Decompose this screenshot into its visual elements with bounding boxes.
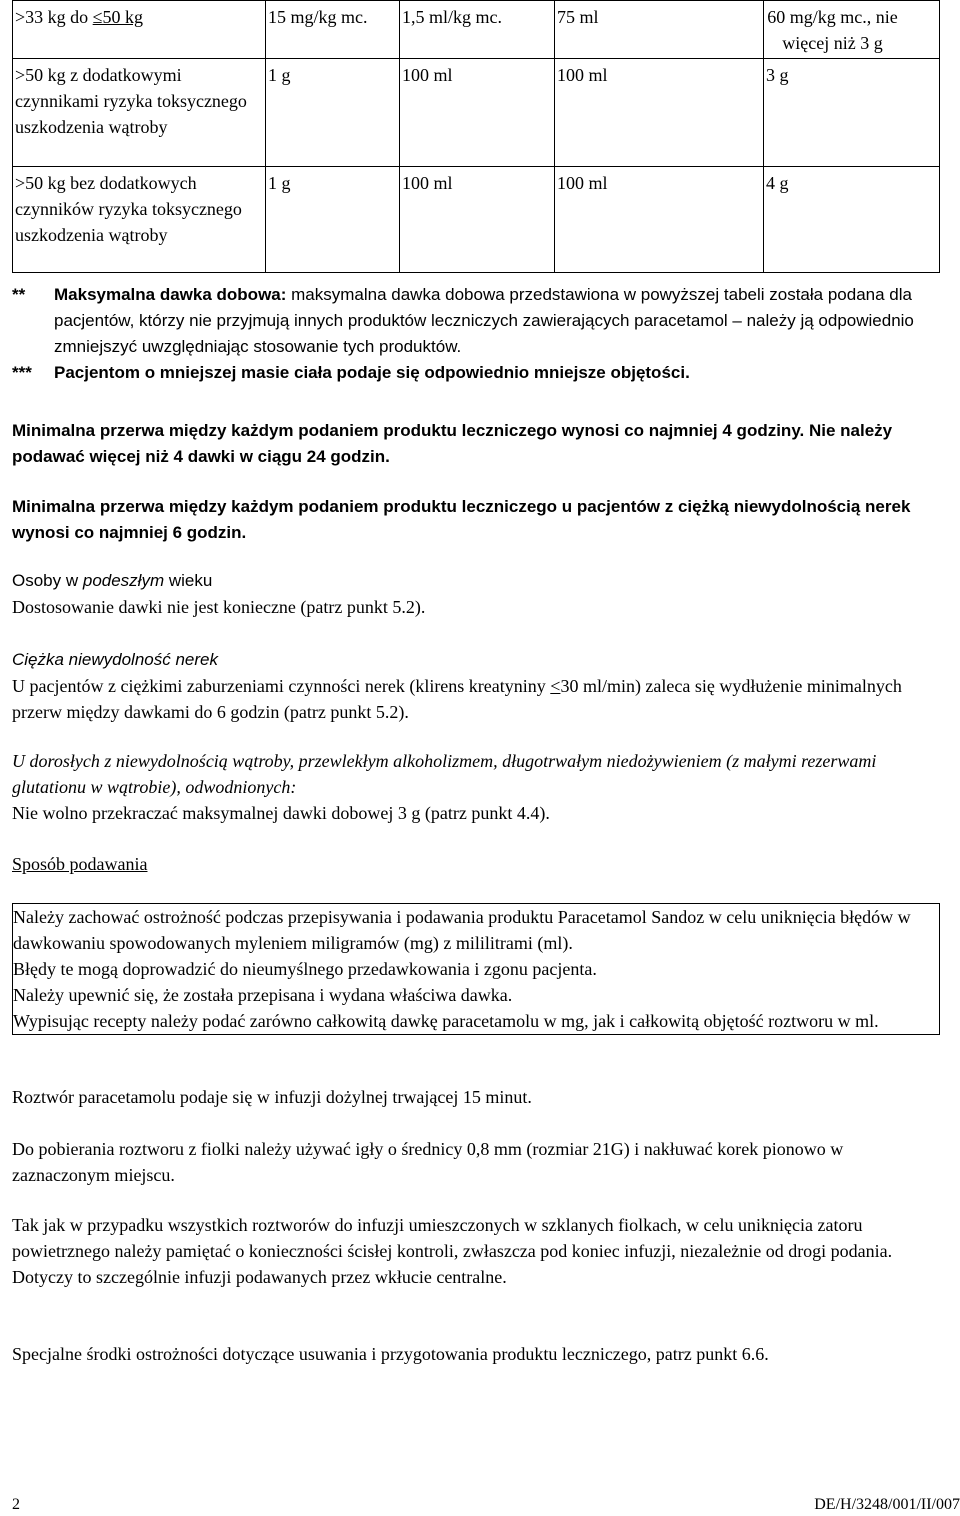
footnote-body: maksymalna dawka dobowa przedstawiona w powyższej tabeli została podana dla pacjentów, którzy nie przyjmują innych produktów leczniczych zawierających paracetamol – należy ją odpowiednio zmniejszyć uwzględniając stosowanie tych produktów. bbox=[54, 285, 914, 356]
dose-cell: 1 g bbox=[266, 59, 400, 167]
footnote-bold: Maksymalna dawka dobowa: bbox=[54, 285, 287, 304]
footnote-mark: *** bbox=[12, 363, 32, 382]
max-volume-cell: 75 ml bbox=[555, 1, 764, 59]
warning-line: Wypisując recepty należy podać zarówno całkowitą dawkę paracetamolu w mg, jak i całkowitą objętość roztworu w ml. bbox=[13, 1011, 879, 1031]
weight-cell: >50 kg z dodatkowymi czynnikami ryzyka toksycznego uszkodzenia wątroby bbox=[13, 59, 266, 167]
weight-cell: >50 kg bez dodatkowych czynników ryzyka toksycznego uszkodzenia wątroby bbox=[13, 167, 266, 273]
weight-text-underlined: ≤50 kg bbox=[92, 7, 144, 27]
max-daily-cell: 4 g bbox=[764, 167, 940, 273]
elderly-heading-a: Osoby w bbox=[12, 571, 83, 590]
max-daily-cell: 3 g bbox=[764, 59, 940, 167]
volume-cell: 1,5 ml/kg mc. bbox=[400, 1, 555, 59]
document-code: DE/H/3248/001/II/007 bbox=[814, 1496, 960, 1513]
table-row bbox=[13, 167, 940, 273]
dosage-table bbox=[12, 0, 940, 273]
paragraph-renal-interval: Minimalna przerwa między każdym podaniem produktu leczniczego u pacjentów z ciężką niewydolnością nerek wynosi co najmniej 6 godzin. bbox=[12, 497, 911, 542]
renal-text-a: U pacjentów z ciężkimi zaburzeniami czynności nerek (klirens kreatyniny bbox=[12, 676, 551, 696]
footnote-lower-mass bbox=[12, 360, 940, 386]
section-elderly bbox=[12, 568, 940, 620]
table-footnotes bbox=[12, 282, 940, 386]
volume-cell: 100 ml bbox=[400, 59, 555, 167]
elderly-heading-b: podeszłym bbox=[82, 571, 165, 590]
paragraph-needle: Do pobierania roztworu z fiolki należy używać igły o średnicy 0,8 mm (rozmiar 21G) i nakłuwać korek pionowo w zaznaczonym miejscu. bbox=[12, 1139, 844, 1185]
table-row bbox=[13, 1, 940, 59]
warning-box bbox=[12, 903, 940, 1035]
hepatic-text: Nie wolno przekraczać maksymalnej dawki dobowej 3 g (patrz punkt 4.4). bbox=[12, 803, 550, 823]
hepatic-heading: U dorosłych z niewydolnością wątroby, przewlekłym alkoholizmem, długotrwałym niedożywieniem (z małymi rezerwami glutationu w wątrobie), odwodnionych: bbox=[12, 751, 877, 797]
dose-cell: 15 mg/kg mc. bbox=[266, 1, 400, 59]
footnote-max-daily bbox=[12, 282, 940, 360]
paragraph-disposal: Specjalne środki ostrożności dotyczące usuwania i przygotowania produktu leczniczego, patrz punkt 6.6. bbox=[12, 1344, 769, 1364]
leq-symbol: < bbox=[550, 676, 561, 696]
dose-cell: 1 g bbox=[266, 167, 400, 273]
renal-heading: Ciężka niewydolność nerek bbox=[12, 650, 218, 669]
footnote-mark: ** bbox=[12, 285, 26, 304]
elderly-heading bbox=[12, 568, 940, 594]
weight-cell bbox=[13, 1, 266, 59]
warning-line: Należy upewnić się, że została przepisana i wydana właściwa dawka. bbox=[13, 985, 513, 1005]
elderly-heading-c: wieku bbox=[164, 571, 213, 590]
weight-text: >33 kg do bbox=[15, 7, 93, 27]
renal-text bbox=[12, 673, 940, 725]
paragraph-infusion: Roztwór paracetamolu podaje się w infuzji dożylnej trwającej 15 minut. bbox=[12, 1087, 532, 1107]
renal-text-b: 30 ml/min) zaleca się wydłużenie minimalnych przerw między dawkami do 6 godzin (patrz punkt 5.2). bbox=[12, 676, 902, 722]
footnote-text: Pacjentom o mniejszej masie ciała podaje się odpowiednio mniejsze objętości. bbox=[54, 363, 690, 382]
table-row bbox=[13, 59, 940, 167]
paragraph-air-embolism: Tak jak w przypadku wszystkich roztworów do infuzji umieszczonych w szklanych fiolkach, w celu uniknięcia zatoru powietrznego należy pamiętać o konieczności ścisłej kontroli, zwłaszcza pod koniec infuzji, niezależnie od drogi podania. Dotyczy to szczególnie infuzji podawanych przez wkłucie centralne. bbox=[12, 1215, 893, 1287]
page-number: 2 bbox=[12, 1496, 20, 1513]
elderly-text: Dostosowanie dawki nie jest konieczne (patrz punkt 5.2). bbox=[12, 597, 426, 617]
administration-heading: Sposób podawania bbox=[12, 854, 148, 874]
max-daily-cell: 60 mg/kg mc., nie więcej niż 3 g bbox=[764, 1, 940, 59]
footnote-text bbox=[54, 282, 940, 360]
max-volume-cell: 100 ml bbox=[555, 167, 764, 273]
warning-line: Należy zachować ostrożność podczas przepisywania i podawania produktu Paracetamol Sandoz w celu uniknięcia błędów w dawkowaniu spowodowanych myleniem miligramów (mg) z mililitrami (ml). bbox=[13, 907, 911, 953]
section-hepatic bbox=[12, 748, 940, 826]
warning-line: Błędy te mogą doprowadzić do nieumyślnego przedawkowania i zgonu pacjenta. bbox=[13, 959, 597, 979]
max-volume-cell: 100 ml bbox=[555, 59, 764, 167]
volume-cell: 100 ml bbox=[400, 167, 555, 273]
section-renal bbox=[12, 647, 940, 725]
paragraph-interval: Minimalna przerwa między każdym podaniem produktu leczniczego wynosi co najmniej 4 godziny. Nie należy podawać więcej niż 4 dawki w ciągu 24 godzin. bbox=[12, 421, 893, 466]
